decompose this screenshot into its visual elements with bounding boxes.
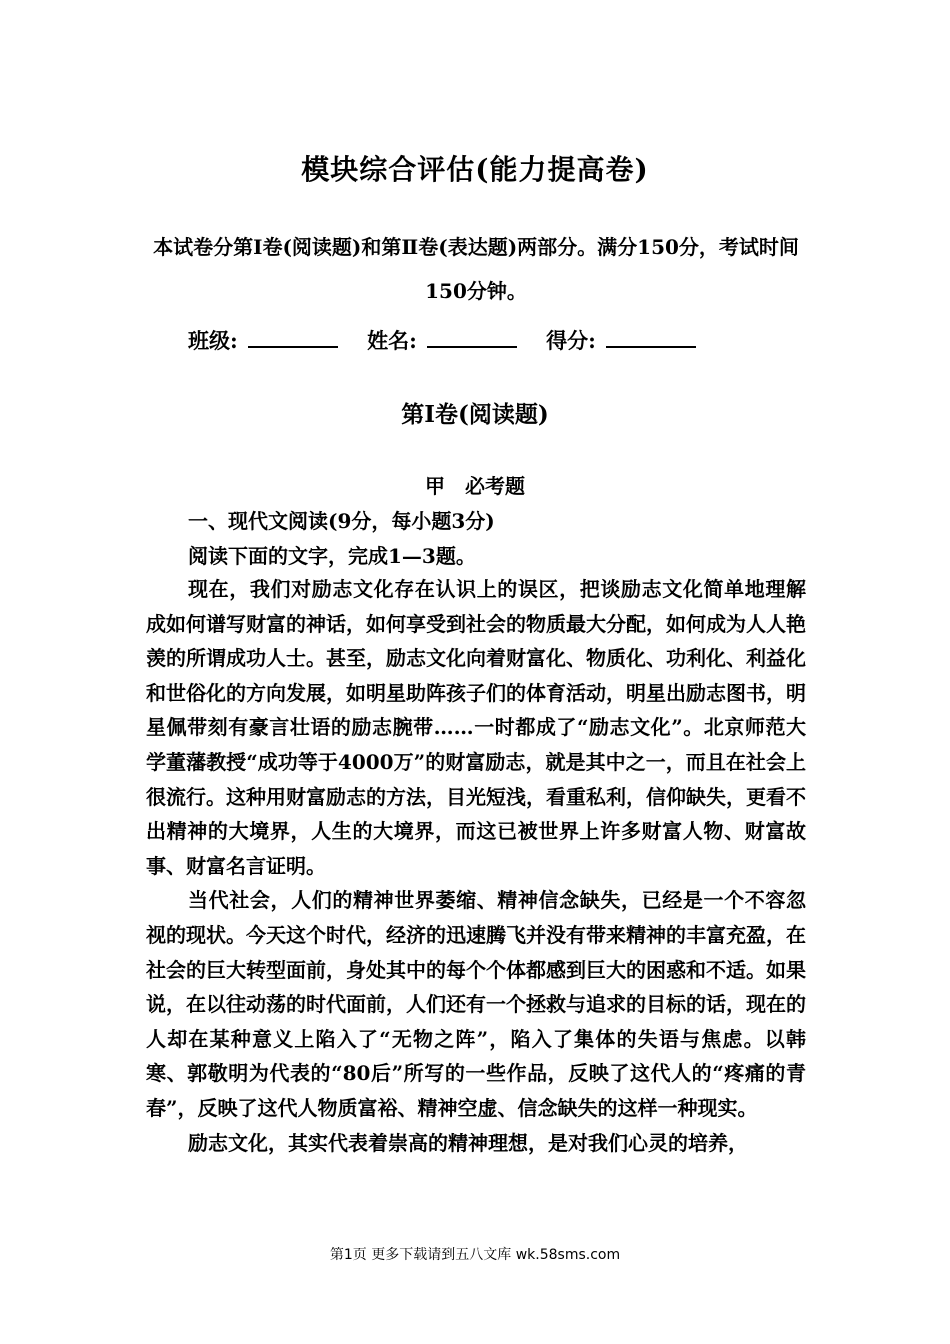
reading-passage bbox=[146, 572, 806, 1160]
reading-instruction: 阅读下面的文字，完成1—3题。 bbox=[188, 544, 476, 568]
student-info-row bbox=[188, 325, 718, 355]
page-title: 模块综合评估(能力提高卷) bbox=[301, 153, 649, 186]
class-blank[interactable] bbox=[248, 328, 338, 348]
volume-title: 第Ⅰ卷(阅读题) bbox=[401, 401, 549, 428]
section-title: 一、现代文阅读(9分，每小题3分) bbox=[188, 509, 495, 533]
paragraph-1: 现在，我们对励志文化存在认识上的误区，把谈励志文化简单地理解成如何谱写财富的神话，如何享受到社会的物质最大分配，如何成为人人艳羡的所谓成功人士。甚至，励志文化向着财富化、物质化、功利化、利益化和世俗化的方向发展，如明星助阵孩子们的体育活动，明星出励志图书，明星佩带刻有豪言壮语的励志腕带……一时都成了“励志文化”。北京师范大学董藩教授“成功等于4000万”的财富励志，就是其中之一，而且在社会上很流行。这种用财富励志的方法，目光短浅，看重私利，信仰缺失，更看不出精神的大境界，人生的大境界，而这已被世界上许多财富人物、财富故事、财富名言证明。 bbox=[146, 577, 806, 878]
exam-intro: 本试卷分第Ⅰ卷(阅读题)和第Ⅱ卷(表达题)两部分。满分150分，考试时间150分钟。 bbox=[153, 235, 799, 303]
paragraph-2: 当代社会，人们的精神世界萎缩、精神信念缺失，已经是一个不容忽视的现状。今天这个时代，经济的迅速腾飞并没有带来精神的丰富充盈，在社会的巨大转型面前，身处其中的每个个体都感到巨大的困惑和不适。如果说，在以往动荡的时代面前，人们还有一个拯救与追求的目标的话，现在的人却在某种意义上陷入了“无物之阵”，陷入了集体的失语与焦虑。以韩寒、郭敬明为代表的“80后”所写的一些作品，反映了这代人的“疼痛的青春”，反映了这代人物质富裕、精神空虚、信念缺失的这样一种现实。 bbox=[146, 888, 806, 1120]
name-label: 姓名: bbox=[367, 328, 417, 353]
score-label: 得分: bbox=[546, 328, 596, 353]
class-label: 班级: bbox=[188, 328, 238, 353]
name-blank[interactable] bbox=[427, 328, 517, 348]
paragraph-3: 励志文化，其实代表着崇高的精神理想，是对我们心灵的培养， bbox=[188, 1130, 748, 1155]
part-title: 甲 必考题 bbox=[425, 474, 525, 498]
score-blank[interactable] bbox=[606, 328, 696, 348]
page-footer: 第1页 更多下载请到五八文库 wk.58sms.com bbox=[329, 1247, 621, 1263]
